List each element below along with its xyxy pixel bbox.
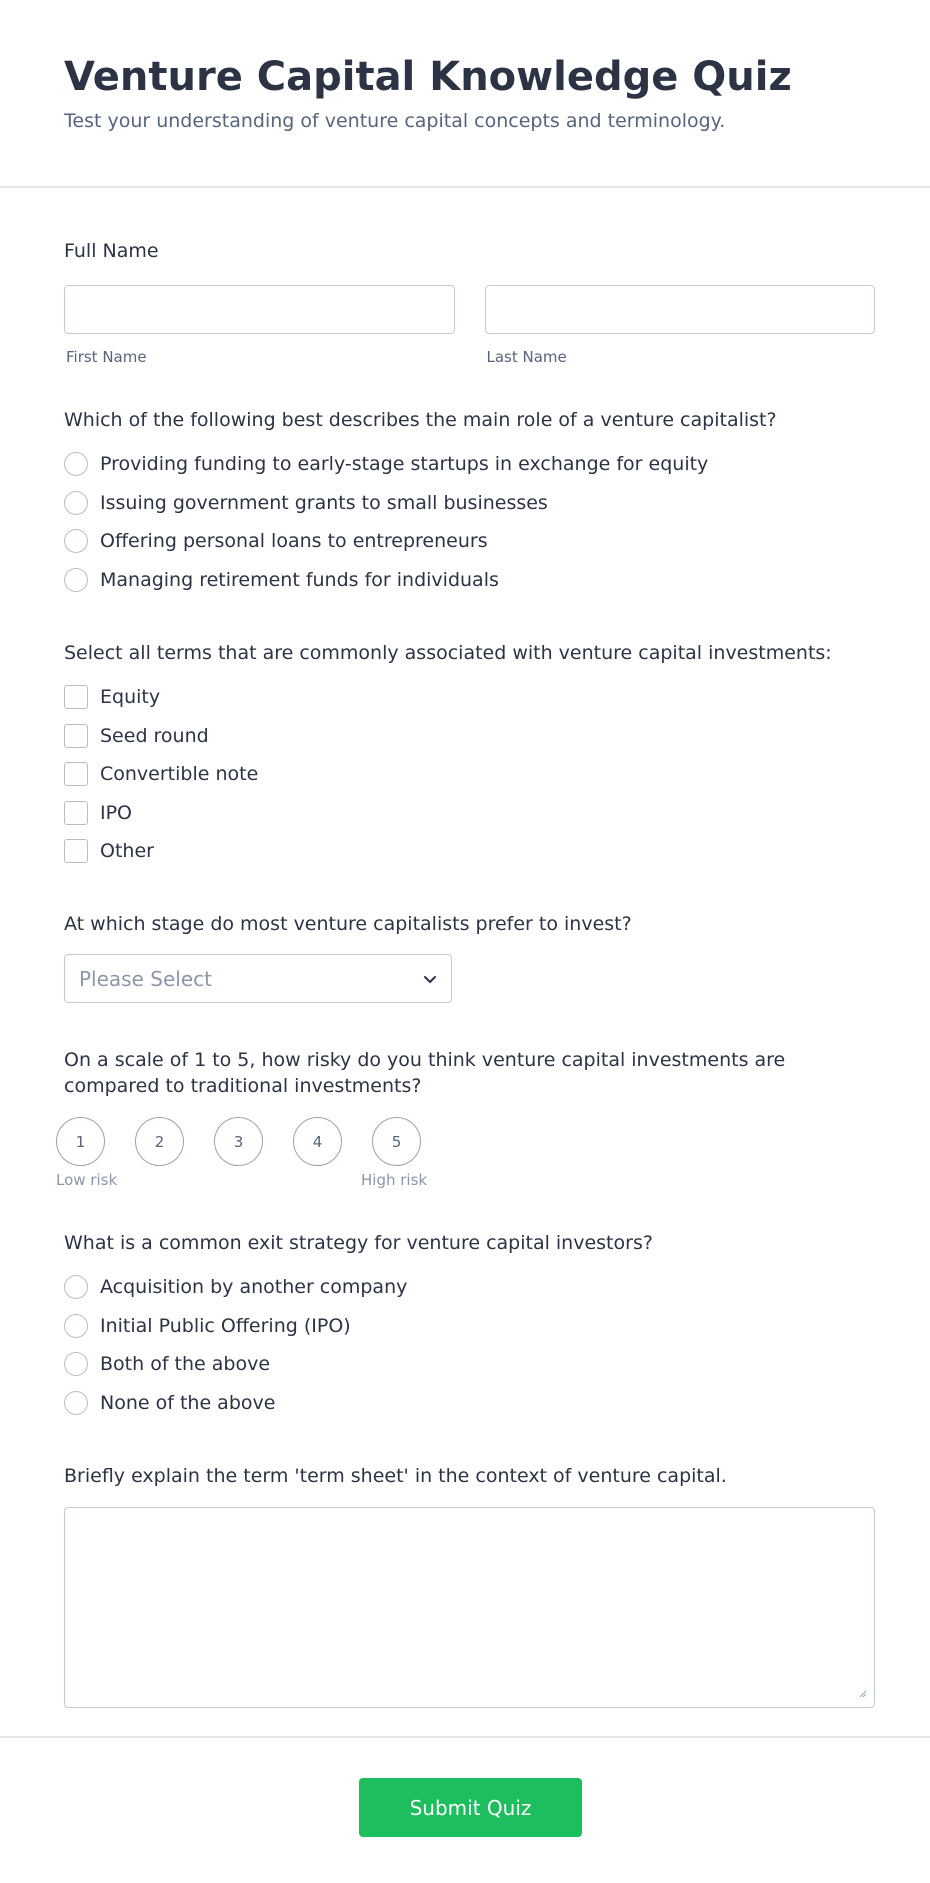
question-exit-strategy (64, 1230, 875, 1422)
scale-option[interactable]: 4 (293, 1117, 342, 1166)
radio-option[interactable] (64, 1384, 875, 1423)
checkbox-option[interactable] (64, 717, 875, 756)
radio-option[interactable] (64, 561, 875, 600)
radio-button[interactable] (64, 1352, 88, 1376)
resize-handle-icon[interactable] (857, 1683, 867, 1702)
form-footer (0, 1736, 930, 1883)
option-label: Seed round (100, 724, 209, 747)
question-vc-role (64, 407, 875, 599)
scale-low-label: Low risk (56, 1171, 118, 1189)
page-subtitle: Test your understanding of venture capital concepts and terminology. (64, 110, 726, 132)
radio-button[interactable] (64, 452, 88, 476)
question-label: Briefly explain the term 'term sheet' in the context of venture capital. (64, 1465, 727, 1487)
radio-option[interactable] (64, 522, 875, 561)
question-label: Which of the following best describes the main role of a venture capitalist? (64, 409, 777, 431)
last-name-sublabel: Last Name (486, 348, 567, 366)
radio-button[interactable] (64, 568, 88, 592)
submit-button[interactable]: Submit Quiz (359, 1778, 582, 1837)
option-label: Providing funding to early-stage startups in exchange for equity (100, 453, 709, 476)
option-label: Equity (100, 686, 161, 709)
full-name-field (64, 238, 875, 366)
option-label: Convertible note (100, 763, 259, 786)
option-label: Acquisition by another company (100, 1276, 408, 1299)
stage-dropdown[interactable] (64, 954, 452, 1003)
question-risk-scale (56, 1047, 875, 1197)
option-label: Managing retirement funds for individuals (100, 568, 499, 591)
option-label: IPO (100, 801, 133, 824)
question-label: At which stage do most venture capitalists prefer to invest? (64, 913, 632, 935)
checkbox[interactable] (64, 839, 88, 863)
checkbox[interactable] (64, 685, 88, 709)
checkbox-option[interactable] (64, 755, 875, 794)
checkbox-option[interactable] (64, 832, 875, 871)
question-label: On a scale of 1 to 5, how risky do you think venture capital investments are compared to traditional investments? (64, 1049, 786, 1097)
radio-button[interactable] (64, 1314, 88, 1338)
last-name-input[interactable] (485, 285, 876, 334)
radio-button[interactable] (64, 1275, 88, 1299)
question-term-sheet (64, 1463, 875, 1708)
scale-high-label: High risk (361, 1171, 428, 1189)
radio-option[interactable] (64, 1307, 875, 1346)
first-name-sublabel: First Name (66, 348, 147, 366)
radio-option[interactable] (64, 1268, 875, 1307)
option-label: None of the above (100, 1391, 276, 1414)
option-label: Other (100, 840, 154, 863)
radio-button[interactable] (64, 1391, 88, 1415)
form-header (0, 0, 930, 188)
question-investment-stage (64, 911, 875, 1003)
page-title: Venture Capital Knowledge Quiz (64, 54, 792, 100)
checkbox[interactable] (64, 724, 88, 748)
checkbox[interactable] (64, 762, 88, 786)
scale-option[interactable]: 2 (135, 1117, 184, 1166)
checkbox-option[interactable] (64, 794, 875, 833)
term-sheet-textarea[interactable] (64, 1507, 875, 1708)
option-label: Issuing government grants to small businesses (100, 491, 548, 514)
radio-button[interactable] (64, 529, 88, 553)
option-label: Initial Public Offering (IPO) (100, 1314, 351, 1337)
scale-option[interactable]: 1 (56, 1117, 105, 1166)
checkbox-option[interactable] (64, 678, 875, 717)
radio-button[interactable] (64, 491, 88, 515)
first-name-input[interactable] (64, 285, 455, 334)
chevron-down-icon (423, 969, 437, 988)
radio-option[interactable] (64, 445, 875, 484)
radio-option[interactable] (64, 1345, 875, 1384)
checkbox[interactable] (64, 801, 88, 825)
scale-option[interactable]: 5 (372, 1117, 421, 1166)
full-name-label: Full Name (64, 240, 159, 262)
scale-option[interactable]: 3 (214, 1117, 263, 1166)
dropdown-placeholder: Please Select (79, 966, 212, 991)
question-vc-terms (64, 640, 875, 871)
option-label: Offering personal loans to entrepreneurs (100, 530, 488, 553)
question-label: What is a common exit strategy for venture capital investors? (64, 1232, 653, 1254)
option-label: Both of the above (100, 1353, 271, 1376)
radio-option[interactable] (64, 484, 875, 523)
question-label: Select all terms that are commonly associated with venture capital investments: (64, 642, 832, 664)
